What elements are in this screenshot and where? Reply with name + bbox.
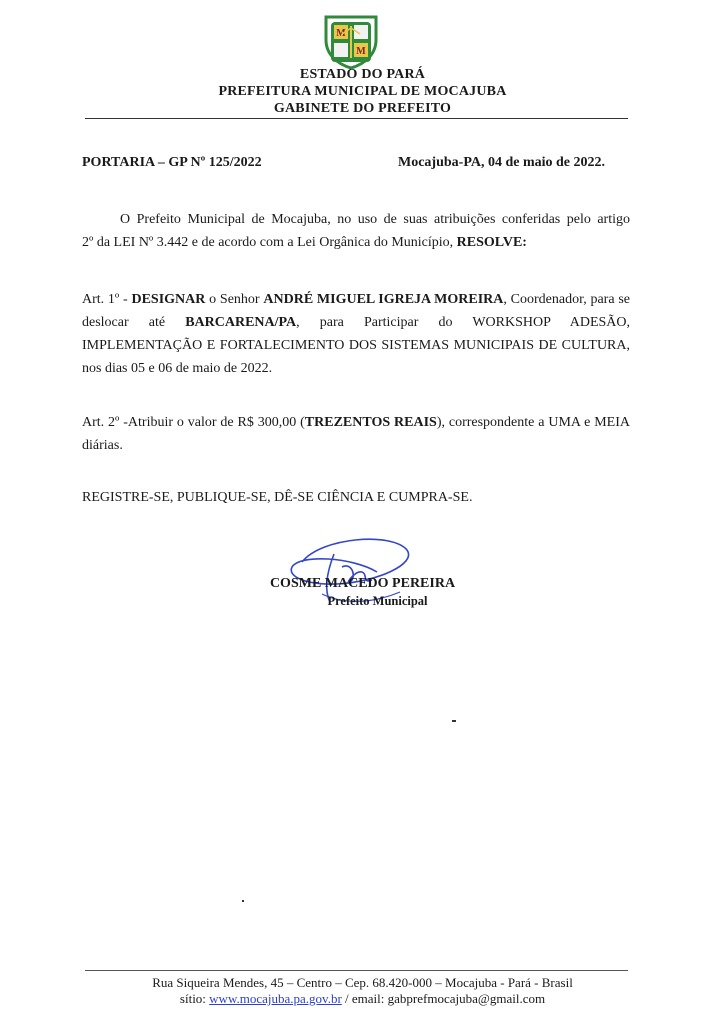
footer-address: Rua Siqueira Mendes, 45 – Centro – Cep. 68.420-000 – Mocajuba - Pará - Brasil (152, 975, 573, 990)
svg-text:M: M (356, 46, 366, 57)
header-state: ESTADO DO PARÁ (299, 67, 426, 82)
preamble-paragraph (82, 208, 630, 254)
article-1: Art. 1º - DESIGNAR o Senhor ANDRÉ MIGUEL IGREJA MOREIRA, Coordenador, para se deslocar até BARCARENA/PA, para Participar do WORKSHOP ADESÃO, IMPLEMENTAÇÃO E FORTALECIMENTO DOS SISTEMAS MUNICIPAIS DE CULTURA, nos dias 05 e 06 de maio de 2022. (82, 292, 631, 376)
portaria-number: PORTARIA – GP Nº 125/2022 (82, 155, 262, 170)
signatory-title: Prefeito Municipal (327, 594, 428, 608)
signatory-name: COSME MACEDO PEREIRA (269, 576, 456, 591)
header-divider (85, 118, 628, 119)
scan-speck (242, 900, 244, 902)
header-cabinet: GABINETE DO PREFEITO (273, 101, 452, 116)
document-date: Mocajuba-PA, 04 de maio de 2022. (398, 155, 605, 170)
destination-place: BARCARENA/PA (185, 315, 297, 330)
scan-speck (452, 720, 456, 722)
article-2: Art. 2º -Atribuir o valor de R$ 300,00 (TREZENTOS REAIS), correspondente a UMA e MEIA diárias. (82, 415, 630, 453)
preamble-line-1: O Prefeito Municipal de Mocajuba, no uso de suas atribuições conferidas pelo artigo (120, 212, 630, 227)
resolve-keyword: RESOLVE: (456, 235, 527, 250)
closing-formula: REGISTRE-SE, PUBLIQUE-SE, DÊ-SE CIÊNCIA E CUMPRA-SE. (82, 490, 473, 505)
preamble-line-2: 2º da LEI Nº 3.442 e de acordo com a Lei Orgânica do Município, RESOLVE: (82, 235, 527, 250)
footer-divider (85, 970, 628, 971)
amount-in-words: TREZENTOS REAIS (304, 415, 437, 430)
svg-text:M: M (336, 28, 346, 39)
footer-contacts: sítio: www.mocajuba.pa.gov.br / email: gabprefmocajuba@gmail.com (179, 991, 546, 1006)
designee-name: ANDRÉ MIGUEL IGREJA MOREIRA (263, 292, 504, 307)
municipal-crest-icon (322, 14, 380, 70)
footer-email: gabprefmocajuba@gmail.com (387, 991, 546, 1006)
header-prefecture: PREFEITURA MUNICIPAL DE MOCAJUBA (218, 84, 507, 99)
designar-keyword: DESIGNAR (131, 292, 206, 307)
website-link[interactable]: www.mocajuba.pa.gov.br (209, 991, 342, 1006)
